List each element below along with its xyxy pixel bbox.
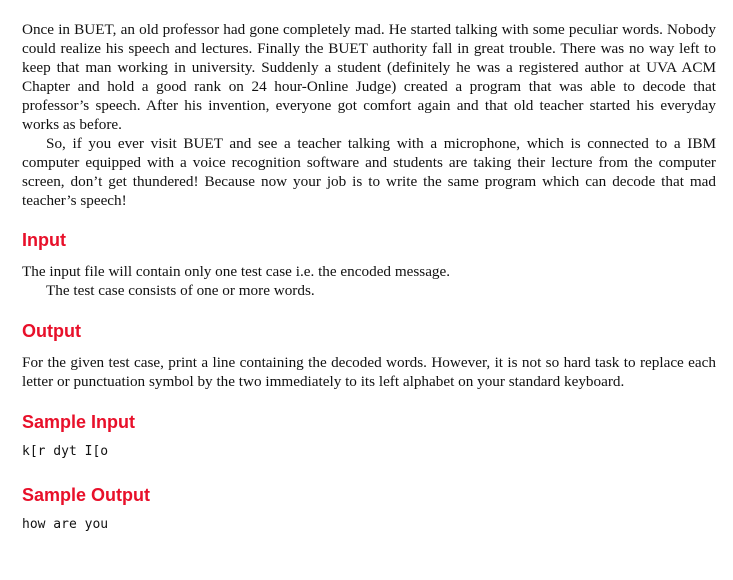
input-heading: Input: [22, 230, 66, 250]
sample-input-heading: Sample Input: [22, 412, 136, 432]
sample-input-code: k[r dyt I[o: [22, 444, 109, 459]
statement-paragraph-2: So, if you ever visit BUET and see a teacher talking with a microphone, which is connected to a IBM computer equipped with a voice recognition software and students are taking their lecture from the computer screen, don’t get thundered! Because now your job is to write the same program which can decode that mad teacher’s speech!: [22, 135, 716, 209]
input-description-line-1: The input file will contain only one test case i.e. the encoded message.: [22, 263, 451, 280]
statement-paragraph-1: Once in BUET, an old professor had gone completely mad. He started talking with some peculiar words. Nobody could realize his speech and lectures. Finally the BUET authority fall in great trouble. There was no way left to keep that man working in university. Suddenly a student (definitely he was a registered author at UVA ACM Chapter and hold a good rank on 24 hour-Online Judge) created a program that was able to decode that professor’s speech. After his invention, everyone got comfort again and that old teacher started his everyday works as before.: [22, 21, 716, 133]
output-description: For the given test case, print a line containing the decoded words. However, it is not so hard task to replace each letter or punctuation symbol by the two immediately to its left alphabet on your standard keyboard.: [22, 354, 716, 390]
output-heading: Output: [22, 321, 81, 341]
sample-output-heading: Sample Output: [22, 485, 151, 505]
input-description-line-2: The test case consists of one or more words.: [46, 282, 315, 299]
sample-output-code: how are you: [22, 517, 109, 532]
problem-statement-page: [22, 20, 716, 534]
